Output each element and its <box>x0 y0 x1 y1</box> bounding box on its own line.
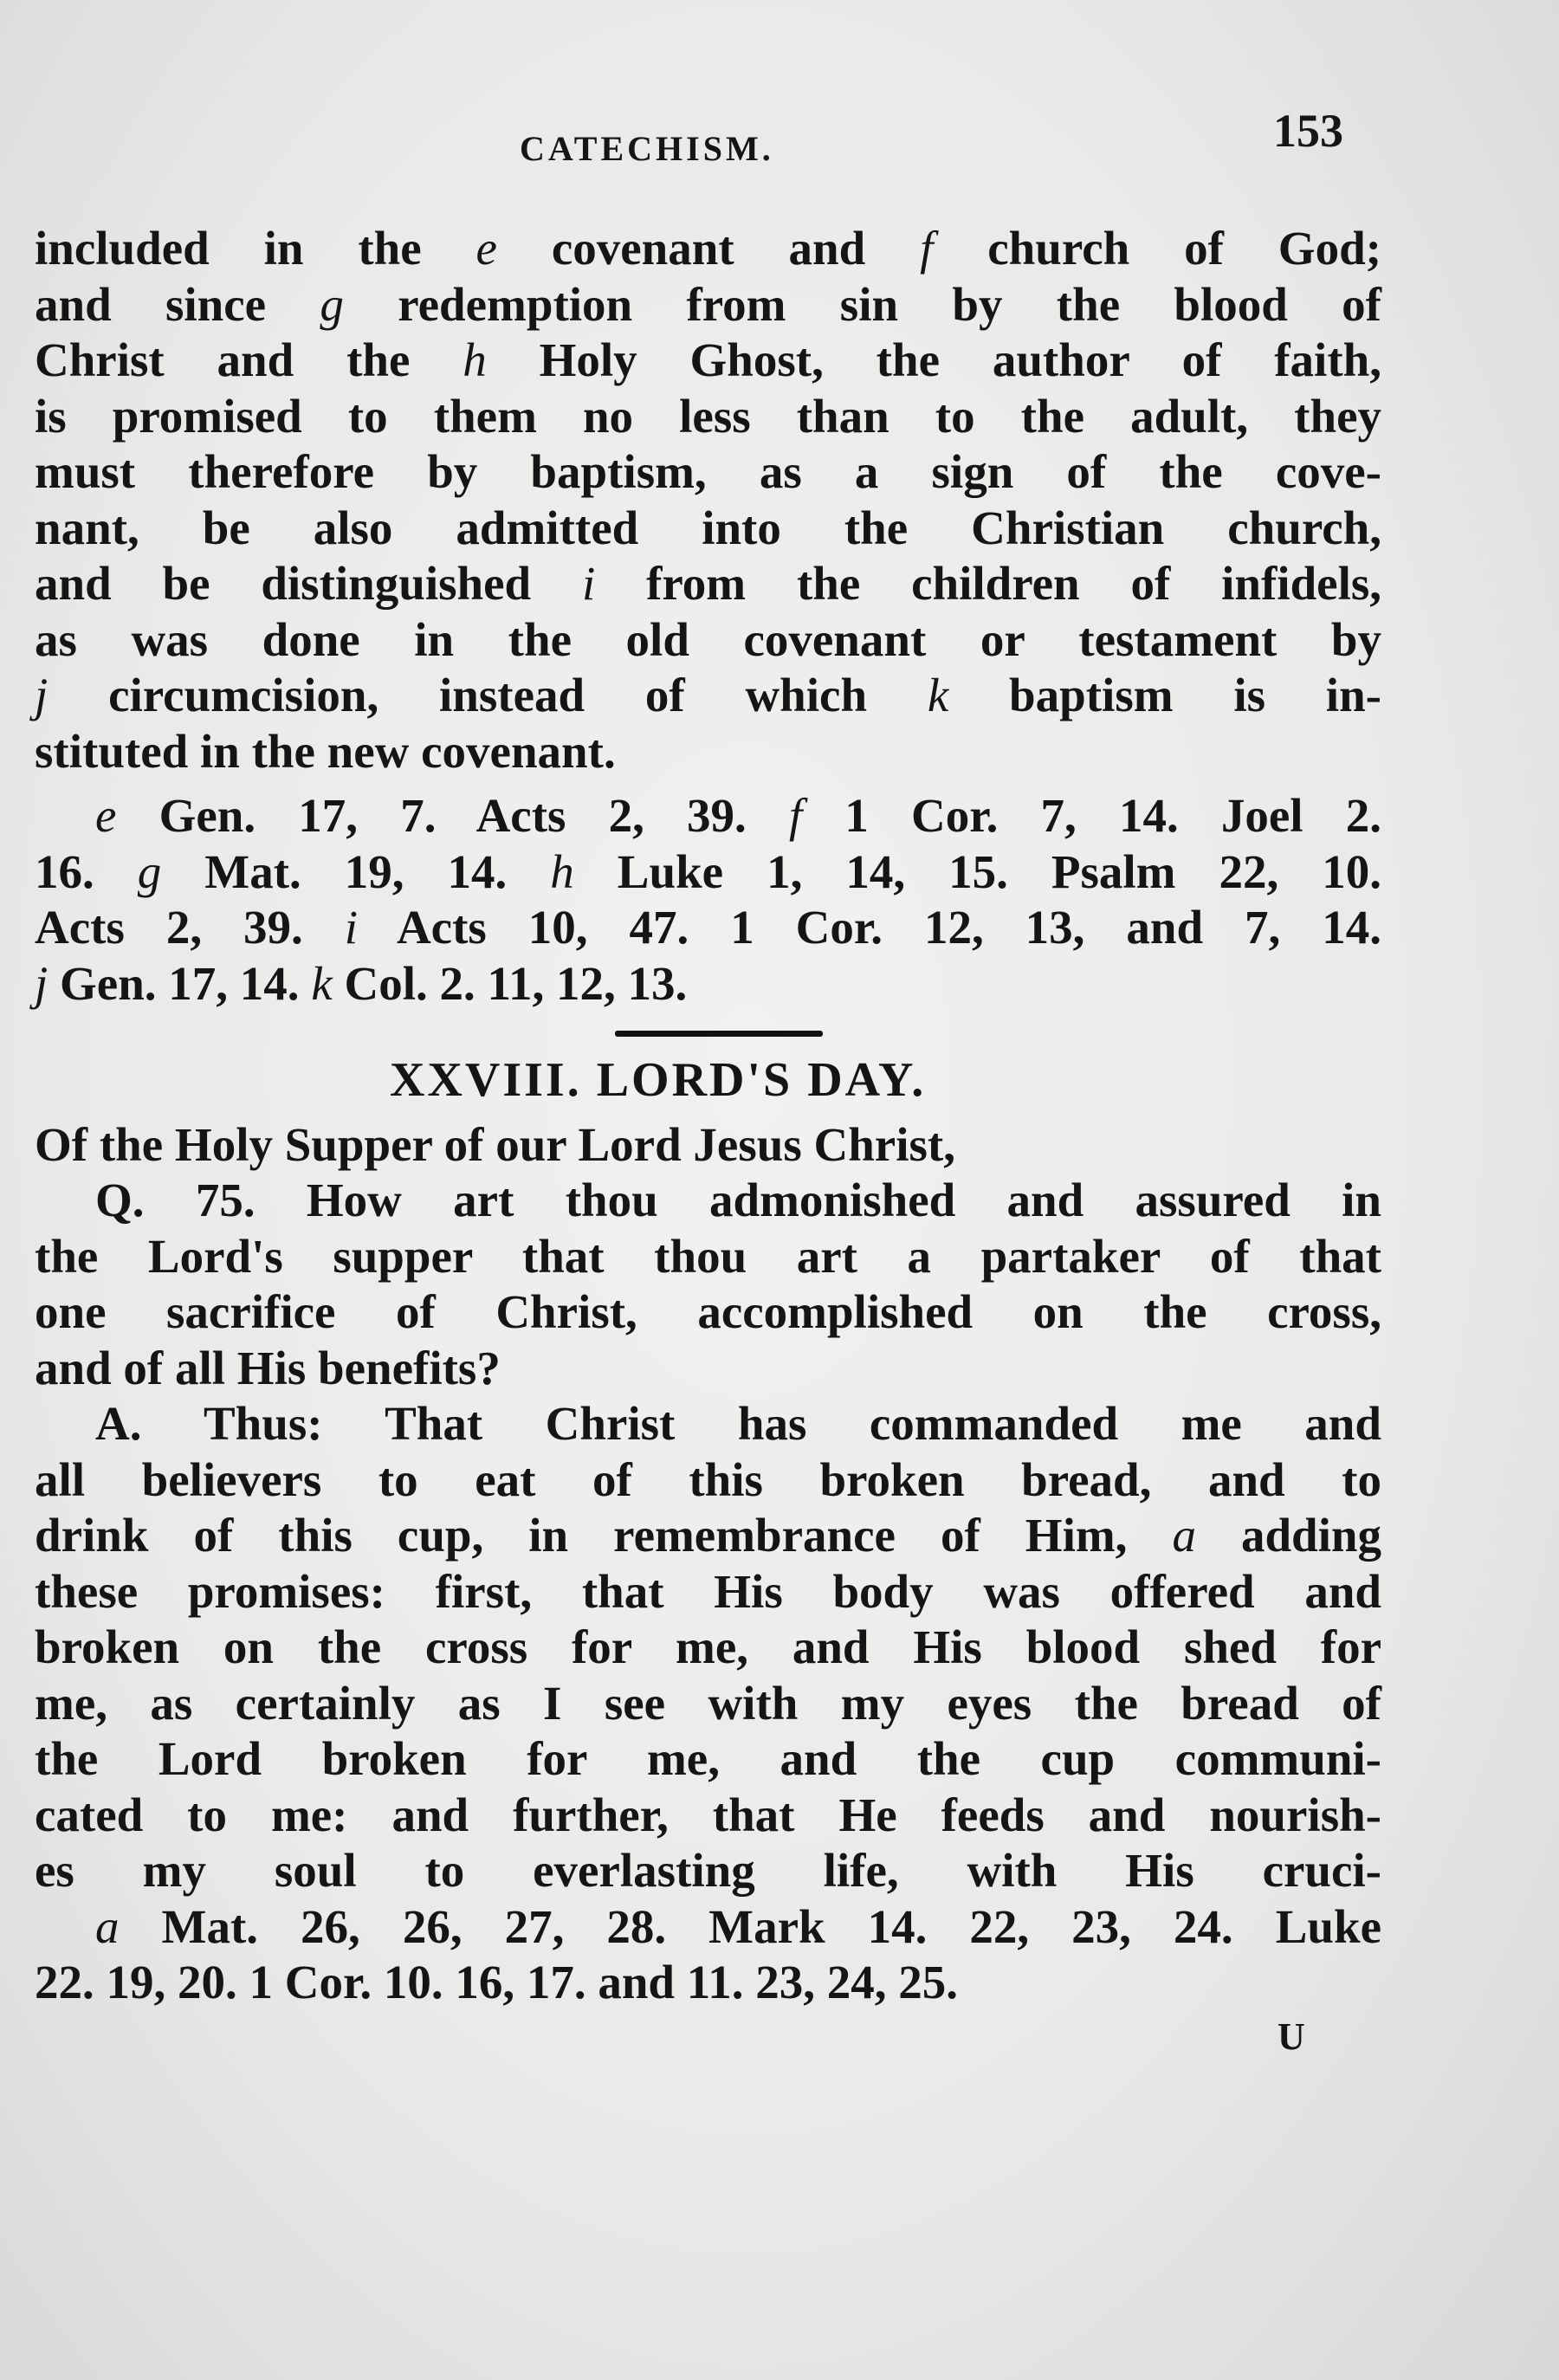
footnote-mark: h <box>463 333 487 386</box>
text-segment: stituted in the new covenant. <box>35 724 616 778</box>
text-line <box>35 1899 1381 1956</box>
text-segment: Gen. 17, 7. Acts 2, 39. <box>116 789 789 842</box>
question-75 <box>35 1173 1381 1396</box>
footnote-mark: g <box>320 277 344 331</box>
text-segment: as was done in the old covenant or testament by <box>35 612 1381 666</box>
text-segment: these promises: first, that His body was offered and <box>35 1564 1381 1618</box>
footnote-mark: k <box>311 956 333 1010</box>
footnote-mark: k <box>927 669 949 721</box>
footnote-mark: i <box>344 901 359 954</box>
footnote-mark: a <box>1172 1509 1196 1562</box>
text-segment: Mat. 19, 14. <box>161 844 551 898</box>
scripture-references <box>35 788 1381 1012</box>
text-segment: broken on the cross for me, and His blood shed for <box>35 1620 1381 1673</box>
text-segment: and of all His benefits? <box>35 1341 501 1394</box>
text-segment: circumcision, instead of which <box>48 669 928 721</box>
text-line <box>35 612 1381 669</box>
text-line <box>35 277 1381 333</box>
text-segment: Acts 10, 47. 1 Cor. 12, 13, and 7, 14. <box>358 901 1381 954</box>
text-segment: Luke 1, 14, 15. Psalm 22, 10. <box>573 844 1381 898</box>
text-segment: baptism is in- <box>948 669 1381 721</box>
text-segment: Christ and the <box>35 333 463 386</box>
text-segment: church of God; <box>933 222 1381 275</box>
footnote-mark: f <box>920 222 934 275</box>
text-line <box>35 1731 1381 1788</box>
text-segment: drink of this cup, in remembrance of Him, <box>35 1509 1173 1562</box>
text-segment: me, as certainly as I see with my eyes the bread of <box>35 1676 1381 1730</box>
text-line <box>35 1676 1381 1732</box>
text-line <box>35 444 1381 501</box>
text-segment: is promised to them no less than to the adult, they <box>35 389 1381 443</box>
text-segment: Acts 2, 39. <box>35 901 345 954</box>
footnote-mark: a <box>95 1899 120 1953</box>
text-line <box>35 1620 1381 1676</box>
text-segment: must therefore by baptism, as a sign of the cove- <box>35 445 1381 498</box>
text-segment: adding <box>1195 1509 1382 1562</box>
text-line <box>35 668 1381 724</box>
text-segment: Col. 2. 11, 12, 13. <box>332 956 688 1010</box>
text-segment: all believers to eat of this broken bread, and to <box>35 1452 1381 1506</box>
footnote-mark: g <box>137 844 162 898</box>
text-line <box>35 956 1381 1012</box>
text-segment: redemption from sin by the blood of <box>343 277 1381 331</box>
text-segment: Mat. 26, 26, 27, 28. Mark 14. 22, 23, 24. Luke <box>119 1899 1381 1953</box>
text-segment: one sacrifice of Christ, accomplished on the cross, <box>35 1285 1381 1338</box>
text-line <box>35 900 1381 956</box>
text-segment: from the children of infidels, <box>595 557 1381 610</box>
section-rule <box>615 1031 823 1037</box>
text-segment: the Lord's supper that thou art a partaker of that <box>35 1229 1381 1283</box>
text-segment: es my soul to everlasting life, with His cruci- <box>35 1844 1381 1897</box>
text-line <box>35 1788 1381 1844</box>
text-line <box>35 788 1381 844</box>
text-line <box>35 333 1381 389</box>
text-line <box>35 1284 1381 1341</box>
footnote-mark: j <box>35 669 49 721</box>
text-segment: A. Thus: That Christ has commanded me and <box>95 1397 1381 1450</box>
page-number: 153 <box>1273 105 1343 157</box>
text-segment: 16. <box>35 844 138 898</box>
text-line <box>35 844 1381 901</box>
footnote-mark: e <box>95 789 117 842</box>
text-line <box>35 1508 1381 1564</box>
paragraph-continuation <box>35 221 1381 779</box>
text-line <box>35 1229 1381 1285</box>
text-segment: and since <box>35 277 320 331</box>
text-line <box>35 724 1381 780</box>
page-body <box>35 221 1381 2065</box>
text-segment: covenant and <box>496 222 921 275</box>
text-segment: Q. 75. How art thou admonished and assured in <box>95 1174 1381 1226</box>
text-line <box>35 389 1381 445</box>
answer-references <box>35 1899 1381 2011</box>
footnote-mark: f <box>788 789 803 842</box>
text-segment: Holy Ghost, the author of faith, <box>486 333 1381 386</box>
footnote-mark: e <box>475 222 497 275</box>
text-line <box>35 556 1381 612</box>
answer-75 <box>35 1396 1381 1899</box>
page-header <box>0 104 1559 199</box>
text-line <box>35 1173 1381 1229</box>
text-segment: included in the <box>35 222 476 275</box>
running-head: CATECHISM. <box>520 129 774 168</box>
footnote-mark: j <box>35 956 49 1010</box>
text-line <box>35 1955 1381 2011</box>
text-line <box>35 1564 1381 1620</box>
text-line <box>35 221 1381 277</box>
text-line <box>35 501 1381 557</box>
section-subtitle: Of the Holy Supper of our Lord Jesus Christ, <box>35 1117 955 1171</box>
footnote-mark: i <box>581 557 596 610</box>
text-line <box>35 1843 1381 1899</box>
text-line <box>35 1452 1381 1509</box>
footnote-mark: h <box>550 844 574 898</box>
text-segment: Gen. 17, 14. <box>48 956 312 1010</box>
text-segment: nant, be also admitted into the Christian church, <box>35 501 1381 554</box>
text-segment: 22. 19, 20. 1 Cor. 10. 16, 17. and 11. 23, 24, 25. <box>35 1956 958 2008</box>
text-line <box>35 1396 1381 1452</box>
text-segment: cated to me: and further, that He feeds and nourish- <box>35 1788 1381 1841</box>
text-line <box>35 1341 1381 1397</box>
text-segment: the Lord broken for me, and the cup communi- <box>35 1732 1381 1785</box>
text-segment: 1 Cor. 7, 14. Joel 2. <box>802 789 1381 842</box>
section-title: XXVIII. LORD'S DAY. <box>390 1053 927 1107</box>
text-segment: and be distinguished <box>35 557 582 610</box>
signature-mark: U <box>1278 2015 1305 2058</box>
